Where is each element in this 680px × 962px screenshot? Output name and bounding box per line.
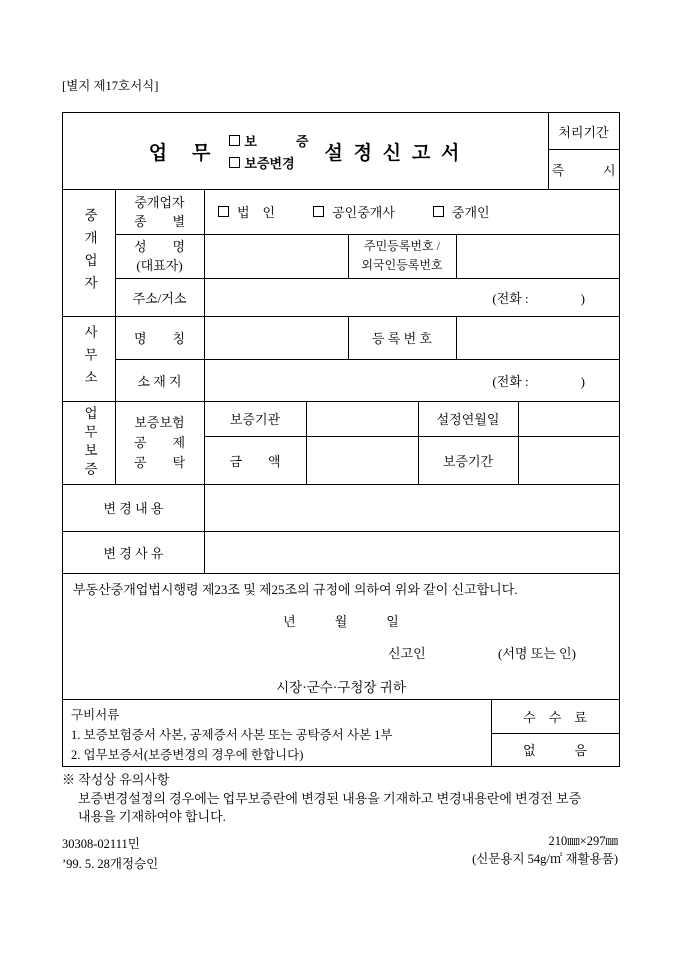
required-document-item: 2. 업무보증서(보증변경의 경우에 한합니다) (71, 748, 304, 762)
office-location-input[interactable] (204, 359, 619, 401)
office-location-label: 소 재 지 (137, 373, 182, 389)
recipient-line: 시장·군수·구청장 귀하 (276, 680, 406, 695)
change-content-label: 변 경 내 용 (103, 501, 164, 516)
signature-label: (서명 또는 인) (498, 646, 576, 661)
broker-section-label: 중개업자 (82, 207, 97, 298)
guarantee-change-option-label: 보증변경 (244, 155, 295, 171)
broker-name-input[interactable] (204, 234, 348, 278)
guarantee-option-label: 보 증 (244, 133, 309, 149)
guarantee-amount-input[interactable] (306, 436, 418, 484)
broker-type-option-agent: 중개인 (433, 202, 490, 221)
licensed-agent-checkbox[interactable] (313, 206, 324, 217)
form-title (63, 113, 548, 189)
broker-phone-label: (전화 : ) (492, 290, 585, 306)
required-document-item: 1. 보증보험증서 사본, 공제증서 사본 또는 공탁증서 사본 1부 (71, 728, 393, 742)
office-name-input[interactable] (204, 316, 348, 359)
office-section-label: 사무소 (82, 324, 97, 393)
guarantee-institution-label: 보증기관 (229, 412, 281, 427)
notes-heading: ※ 작성상 유의사항 (62, 772, 170, 787)
change-reason-label: 변 경 사 유 (103, 545, 164, 561)
footer-revision-approval: ’99. 5. 28개정승인 (62, 857, 159, 871)
broker-address-input[interactable] (204, 278, 619, 316)
fee-label: 수 수 료 (523, 709, 587, 725)
office-name-label: 명 칭 (133, 331, 186, 346)
guarantee-setup-date-label: 설정연월일 (436, 412, 500, 427)
broker-name-label: 성 명 (대표자) (133, 239, 186, 273)
guarantee-setup-date-input[interactable] (518, 401, 619, 436)
fee-value: 없 음 (522, 743, 588, 758)
broker-type-option-licensed-agent: 공인중개사 (313, 202, 395, 221)
guarantee-change-checkbox[interactable] (229, 157, 240, 168)
guarantee-method-label: 보증보험 공 제 공 탁 (133, 414, 186, 470)
broker-type-label: 중개업자 종 별 (133, 194, 186, 229)
processing-period-value: 즉 시 (551, 162, 616, 178)
reporter-label: 신고인 (388, 646, 426, 661)
office-registration-label: 등 록 번 호 (372, 331, 432, 346)
change-reason-input[interactable] (204, 531, 619, 573)
form-code-label: [별지 제17호서식] (62, 79, 159, 93)
guarantee-institution-input[interactable] (306, 401, 418, 436)
footer-paper-spec: (신문용지 54g/㎡ 재활용품) (472, 852, 618, 866)
office-phone-label: (전화 : ) (492, 373, 585, 389)
broker-address-label: 주소/거소 (132, 290, 187, 306)
footer-paper-size: 210㎜×297㎜ (548, 834, 618, 848)
guarantee-section-label: 업무보증 (82, 405, 97, 480)
agent-checkbox[interactable] (433, 206, 444, 217)
corporation-checkbox[interactable] (218, 206, 229, 217)
title-left-text: 업 무 (148, 142, 214, 164)
notes-line: 내용을 기재하여야 합니다. (78, 809, 226, 824)
declaration-statement: 부동산중개업법시행령 제23조 및 제25조의 규정에 의하여 위와 같이 신고합니다. (73, 582, 518, 597)
guarantee-period-input[interactable] (518, 436, 619, 484)
guarantee-period-label: 보증기간 (442, 453, 494, 469)
broker-id-input[interactable] (456, 234, 619, 278)
form-table (62, 112, 620, 767)
required-documents-title: 구비서류 (71, 708, 120, 722)
guarantee-amount-label: 금 액 (229, 453, 281, 469)
notes-line: 보증변경설정의 경우에는 업무보증란에 변경된 내용을 기재하고 변경내용란에 변경전 보증 (78, 791, 582, 806)
processing-period-label: 처리기간 (558, 124, 609, 140)
footer-doc-number: 30308-02111민 (62, 837, 140, 851)
guarantee-checkbox[interactable] (229, 135, 240, 146)
title-right-text: 설 정 신 고 서 (324, 142, 463, 164)
required-documents-cell (63, 699, 491, 766)
broker-type-options (204, 189, 619, 234)
title-guarantee-options (229, 131, 308, 172)
change-content-input[interactable] (204, 484, 619, 531)
office-registration-input[interactable] (456, 316, 619, 359)
broker-type-option-corporation: 법 인 (218, 202, 275, 221)
broker-id-label: 주민등록번호 / 외국인등록번호 (361, 239, 443, 272)
declaration-date-line: 년 월 일 (283, 614, 399, 629)
declaration-block (63, 573, 619, 699)
